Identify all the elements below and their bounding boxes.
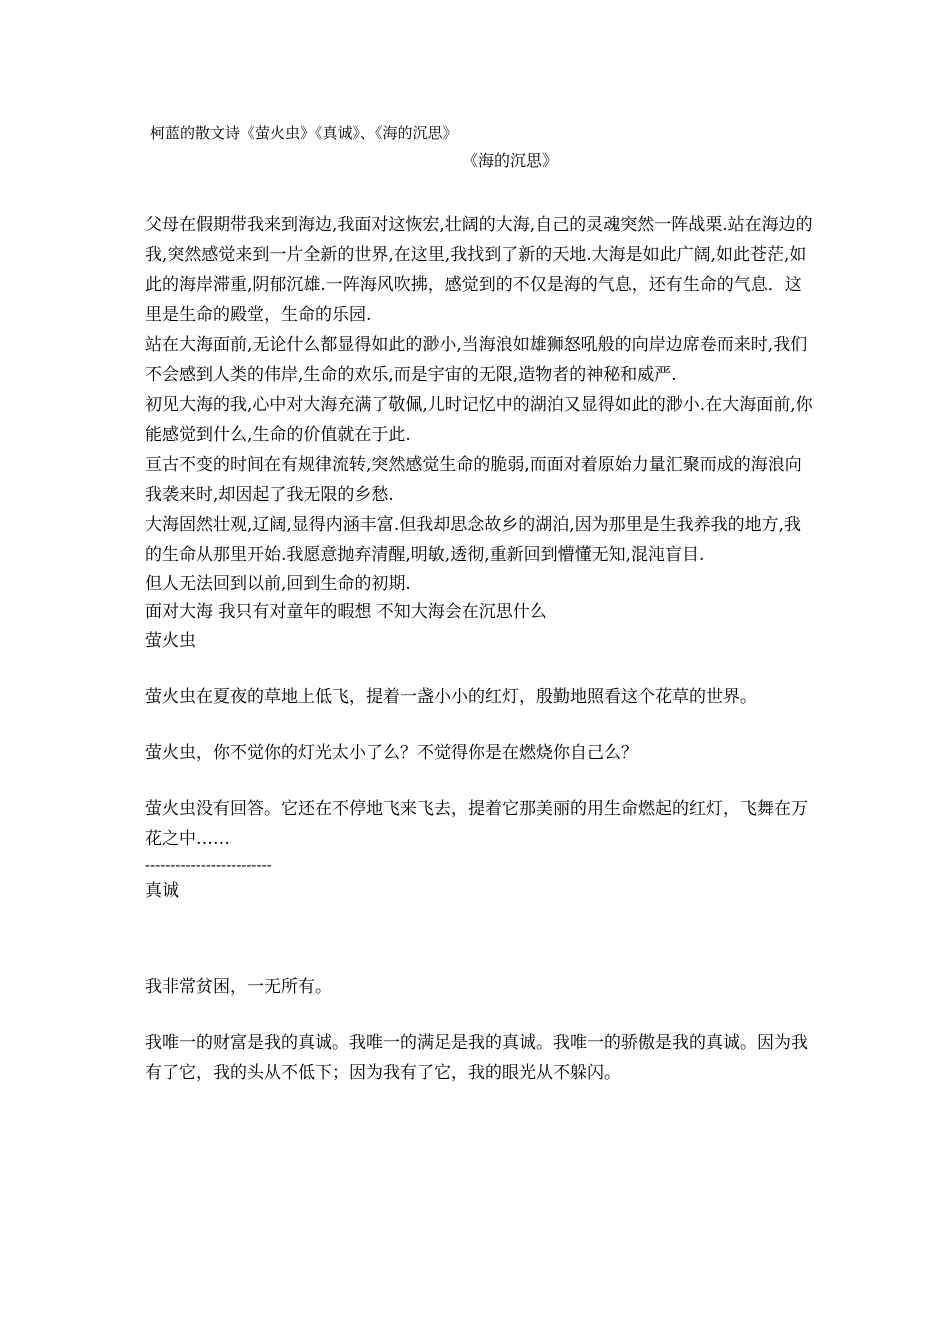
spacer: [145, 656, 815, 682]
paragraph-sea-3: 初见大海的我,心中对大海充满了敬佩,儿时记忆中的湖泊又显得如此的渺小.在大海面前,你能感觉到什么,生命的价值就在于此.: [145, 395, 813, 445]
section-title-sea: 《海的沉思》: [461, 151, 558, 170]
spacer: [145, 712, 815, 738]
document-header-title: 柯蓝的散文诗《萤火虫》《真诚》、《海的沉思》: [150, 124, 458, 142]
spacer: [145, 1002, 815, 1028]
section-title-sincerity: 真诚: [145, 881, 179, 901]
spacer: [145, 958, 815, 972]
section-title-firefly: 萤火虫: [145, 631, 196, 651]
spacer: [145, 906, 815, 958]
document-body: [145, 210, 815, 1088]
section-separator: -------------------------: [145, 856, 272, 874]
paragraph-firefly-2: 萤火虫，你不觉你的灯光太小了么？不觉得你是在燃烧你自己么？: [145, 743, 638, 763]
paragraph-sea-5: 大海固然壮观,辽阔,显得内涵丰富.但我却思念故乡的湖泊,因为那里是生我养我的地方,我的生命从那里开始.我愿意抛弃清醒,明敏,透彻,重新回到懵懂无知,混沌盲目.: [145, 515, 802, 565]
paragraph-sea-6: 但人无法回到以前,回到生命的初期.: [145, 574, 411, 594]
paragraph-sea-1: 父母在假期带我来到海边,我面对这恢宏,壮阔的大海,自己的灵魂突然一阵战栗.站在海边的我,突然感觉来到一片全新的世界,在这里,我找到了新的天地.大海是如此广阔,如此苍茫,如此的海岸滞重,阴郁沉雄.一阵海风吹拂，感觉到的不仅是海的气息，还有生命的气息．这里是生命的殿堂，生命的乐园.: [145, 215, 813, 325]
paragraph-sincerity-2: 我唯一的财富是我的真诚。我唯一的满足是我的真诚。我唯一的骄傲是我的真诚。因为我有了它，我的头从不低下；因为我有了它，我的眼光从不躲闪。: [145, 1033, 808, 1083]
paragraph-sea-2: 站在大海面前,无论什么都显得如此的渺小,当海浪如雄狮怒吼般的向岸边席卷而来时,我们不会感到人类的伟岸,生命的欢乐,而是宇宙的无限,造物者的神秘和威严.: [145, 335, 808, 385]
spacer: [145, 768, 815, 794]
paragraph-sea-4: 亘古不变的时间在有规律流转,突然感觉生命的脆弱,而面对着原始力量汇聚而成的海浪向我袭来时,却因起了我无限的乡愁.: [145, 455, 802, 505]
paragraph-sea-7: 面对大海 我只有对童年的暇想 不知大海会在沉思什么: [145, 602, 547, 622]
paragraph-sincerity-1: 我非常贫困，一无所有。: [145, 977, 332, 997]
paragraph-firefly-1: 萤火虫在夏夜的草地上低飞，提着一盏小小的红灯，殷勤地照看这个花草的世界。: [145, 687, 757, 707]
paragraph-firefly-3: 萤火虫没有回答。它还在不停地飞来飞去，提着它那美丽的用生命燃起的红灯，飞舞在万花之中……: [145, 799, 808, 849]
